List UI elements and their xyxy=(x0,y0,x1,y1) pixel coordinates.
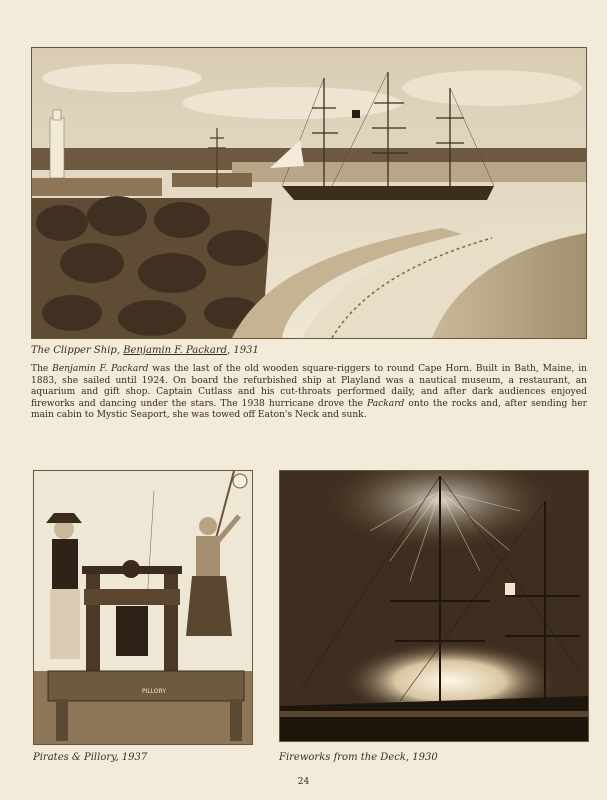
body-ship-name: Benjamin F. Packard xyxy=(52,364,149,374)
clipper-ship-caption xyxy=(31,345,259,356)
body-text-end: onto the rocks and, after sending her main cabin to Mystic Seaport, she was towed off Eaton's Neck and sunk. xyxy=(31,398,587,421)
caption-year: , 1931 xyxy=(227,345,259,356)
fireworks-caption: Fireworks from the Deck, 1930 xyxy=(279,752,438,763)
body-ship-name-short: Packard xyxy=(367,398,405,409)
pillory-sign: PILLORY xyxy=(141,688,167,695)
body-text-middle: was the last of the old wooden square-riggers to round Cape Horn. Built in Bath, Maine, in 1883, she sailed until 1924. On board the refurbished ship at Playland was a nautical museum, a restaurant, an aquarium and gift shop. Captain Cutlass and his cut-throats performed daily, and after dark audiences enjoyed fireworks and dancing under the stars. The 1938 hurricane drove the xyxy=(31,364,587,409)
body-paragraph xyxy=(31,364,587,422)
pirates-caption: Pirates & Pillory, 1937 xyxy=(33,752,148,763)
fireworks-photo xyxy=(279,470,589,742)
pirates-pillory-photo xyxy=(33,470,253,745)
caption-prefix: The Clipper Ship, xyxy=(31,345,124,356)
clipper-ship-photo xyxy=(31,47,587,339)
body-text-start: The xyxy=(31,364,53,374)
page-number: 24 xyxy=(297,777,310,787)
caption-ship-name: Benjamin F. Packard xyxy=(123,345,228,356)
